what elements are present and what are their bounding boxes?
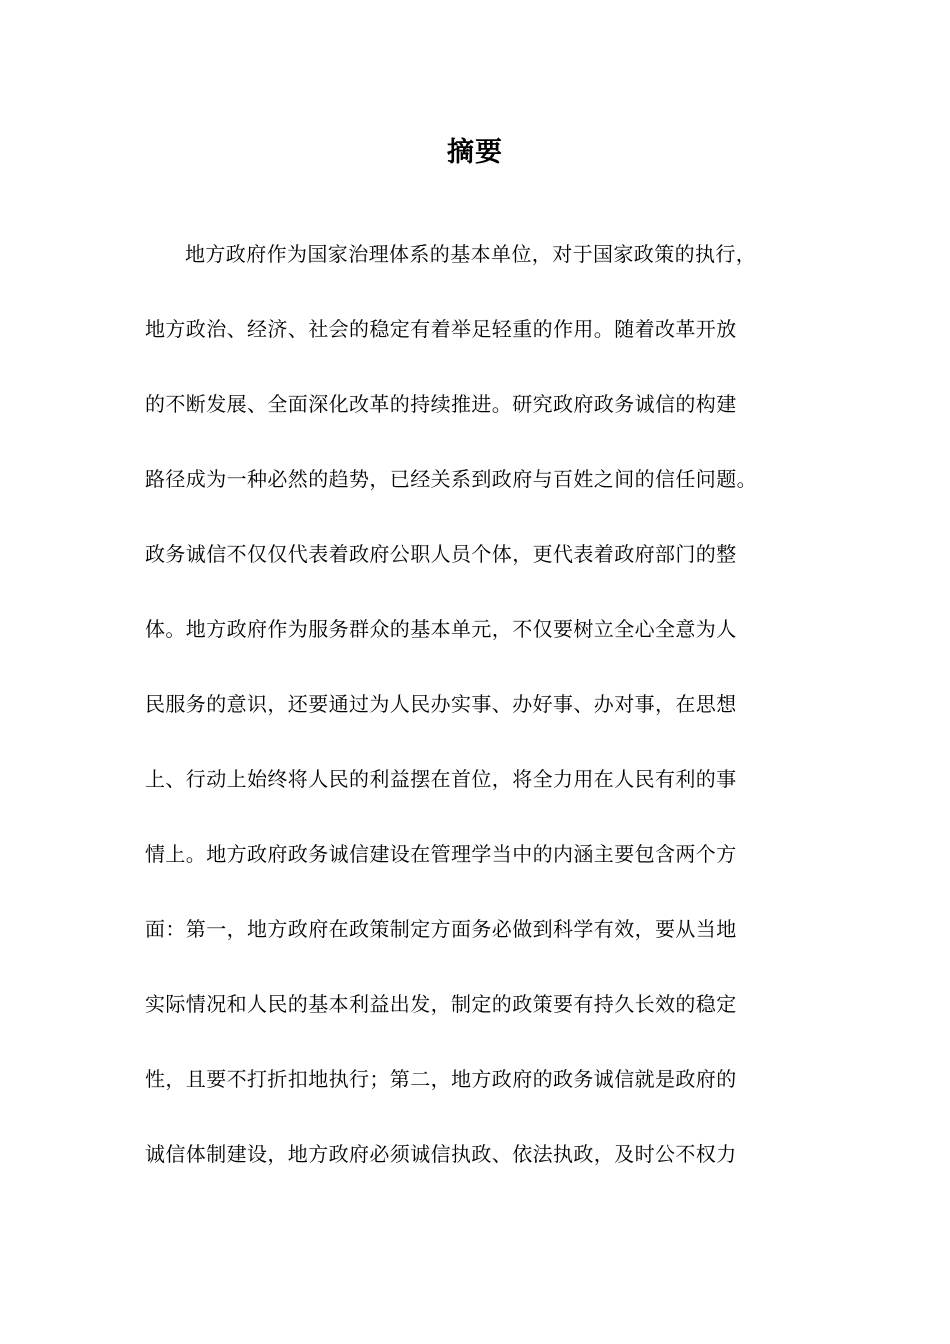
paragraph-line: 面：第一，地方政府在政策制定方面务必做到科学有效，要从当地 xyxy=(145,917,737,941)
paragraph-line: 上、行动上始终将人民的利益摆在首位，将全力用在人民有利的事 xyxy=(145,767,737,791)
paragraph-line: 政务诚信不仅仅代表着政府公职人员个体，更代表着政府部门的整 xyxy=(145,542,737,566)
paragraph-line: 性，且要不打折扣地执行；第二，地方政府的政务诚信就是政府的 xyxy=(145,1067,737,1091)
paragraph-line: 路径成为一种必然的趋势，已经关系到政府与百姓之间的信任问题。 xyxy=(145,467,757,491)
paragraph-line: 实际情况和人民的基本利益出发，制定的政策要有持久长效的稳定 xyxy=(145,992,737,1016)
paragraph-line: 的不断发展、全面深化改革的持续推进。研究政府政务诚信的构建 xyxy=(145,392,737,416)
paragraph-line: 地方政治、经济、社会的稳定有着举足轻重的作用。随着改革开放 xyxy=(145,317,737,341)
page-title: 摘要 xyxy=(447,137,503,168)
paragraph-line: 地方政府作为国家治理体系的基本单位，对于国家政策的执行， xyxy=(185,242,757,266)
paragraph-line: 诚信体制建设，地方政府必须诚信执政、依法执政，及时公不权力 xyxy=(145,1142,737,1166)
abstract-body xyxy=(145,231,815,1206)
paragraph-line: 体。地方政府作为服务群众的基本单元，不仅要树立全心全意为人 xyxy=(145,617,737,641)
paragraph-line: 民服务的意识，还要通过为人民办实事、办好事、办对事，在思想 xyxy=(145,692,737,716)
paragraph-line: 情上。地方政府政务诚信建设在管理学当中的内涵主要包含两个方 xyxy=(145,842,737,866)
